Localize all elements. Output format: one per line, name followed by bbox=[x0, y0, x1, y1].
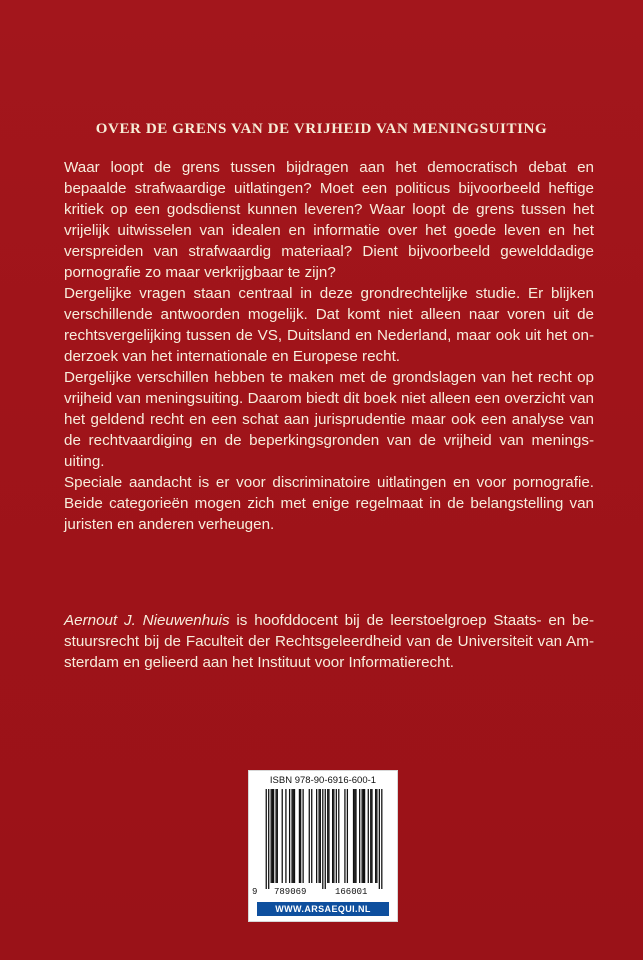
barcode-bar bbox=[325, 789, 326, 889]
barcode-bar bbox=[368, 789, 369, 883]
barcode-bar bbox=[311, 789, 312, 883]
isbn-label: ISBN 978-90-6916-600-1 bbox=[269, 775, 377, 786]
blurb-paragraph-3: Dergelijke verschillen hebben te maken met de grondslagen van het recht op vrijheid van meningsuiting. Daarom biedt dit boek niet alleen een overzicht van het geldend recht en een schat aan jurisprudentie maar ook een analyse van de rechtvaardiging en de beperkingsgronden van de vrijheid van meningsuiting. bbox=[64, 369, 594, 470]
blurb-paragraph-2: Dergelijke vragen staan centraal in deze grondrechtelijke studie. Er blijken verschillende antwoorden mogelijk. Dat komt niet alleen naar voren uit de rechtsvergelijking tussen de VS, Duitsland en Nederland, maar ook uit het onderzoek van het internationale en Europese recht. bbox=[64, 285, 594, 365]
barcode-bar bbox=[336, 789, 337, 883]
barcode-digits-right: 166001 bbox=[335, 887, 368, 897]
barcode-bar bbox=[300, 789, 301, 883]
barcode-bar bbox=[291, 789, 292, 883]
barcode-digit-first: 9 bbox=[252, 887, 258, 897]
barcode-bar bbox=[381, 789, 382, 889]
barcode-bar bbox=[282, 789, 283, 883]
barcode-bar bbox=[328, 789, 329, 883]
barcode-bar bbox=[370, 789, 371, 883]
barcode-digits bbox=[249, 887, 397, 899]
blurb-text bbox=[64, 157, 594, 535]
barcode-bar bbox=[302, 789, 303, 883]
barcode-bar bbox=[273, 789, 274, 883]
barcode-bar bbox=[359, 789, 360, 883]
publisher-url-badge: WWW.ARSAEQUI.NL bbox=[257, 902, 389, 916]
blurb-paragraph-1: Waar loopt de grens tussen bijdragen aan het democratisch debat en bepaalde strafwaardige uitlatingen? Moet een politicus bijvoorbeeld heftige kritiek op een godsdienst kunnen leveren? Waar loopt de grens tussen het vrijelijk uitwisselen van idealen en informatie over het goede leven en het verspreiden van strafwaardig materiaal? Dient bijvoorbeeld gewelddadige pornografie zo maar verkrijgbaar te zijn? bbox=[64, 159, 594, 281]
barcode-bar bbox=[322, 789, 323, 889]
barcode-bar bbox=[293, 789, 294, 883]
barcode-bar bbox=[353, 789, 354, 883]
barcode-bar bbox=[268, 789, 269, 889]
barcode-bar bbox=[347, 789, 348, 883]
barcode-bar bbox=[272, 789, 273, 883]
barcode-bar bbox=[338, 789, 339, 883]
author-name: Aernout J. Nieuwenhuis bbox=[64, 612, 230, 629]
barcode-bar bbox=[371, 789, 372, 883]
barcode-bar bbox=[294, 789, 295, 883]
barcode-bar bbox=[379, 789, 380, 889]
barcode-bar bbox=[355, 789, 356, 883]
blurb-paragraph-4: Speciale aandacht is er voor discriminatoire uitlatingen en voor pornografie. Beide categorieën mogen zich met enige regelmaat in de belangstelling van juristen en anderen verheugen. bbox=[64, 474, 594, 533]
barcode-bar bbox=[333, 789, 334, 883]
author-bio bbox=[64, 610, 594, 673]
barcode-bar bbox=[266, 789, 267, 889]
barcode-bar bbox=[309, 789, 310, 883]
barcode-bar bbox=[320, 789, 321, 883]
barcode-bar bbox=[364, 789, 365, 883]
barcode-bar bbox=[354, 789, 355, 883]
barcode-bar bbox=[289, 789, 290, 883]
barcode-bar bbox=[327, 789, 328, 883]
barcode-bar bbox=[361, 789, 362, 883]
barcode-bars bbox=[257, 789, 391, 889]
barcode-bar bbox=[299, 789, 300, 883]
barcode-bar bbox=[332, 789, 333, 883]
author-bio-text: is hoofddocent bij de leerstoelgroep Staats- en bestuursrecht bij de Faculteit der Rechtsgeleerdheid van de Universiteit van Amsterdam en gelieerd aan het Instituut voor Informatierecht. bbox=[64, 612, 594, 671]
barcode-bar bbox=[277, 789, 278, 883]
barcode-bar bbox=[285, 789, 286, 883]
barcode-bar bbox=[375, 789, 376, 883]
barcode-bar bbox=[344, 789, 345, 883]
barcode-bar bbox=[271, 789, 272, 883]
barcode-digits-left: 789069 bbox=[274, 887, 307, 897]
barcode-bar bbox=[363, 789, 364, 883]
barcode-bar bbox=[316, 789, 317, 883]
barcode-bar bbox=[275, 789, 276, 883]
cover-title: OVER DE GRENS VAN DE VRIJHEID VAN MENINGSUITING bbox=[95, 121, 548, 137]
isbn-barcode bbox=[248, 770, 398, 922]
barcode-bar bbox=[318, 789, 319, 883]
barcode-bar bbox=[376, 789, 377, 883]
